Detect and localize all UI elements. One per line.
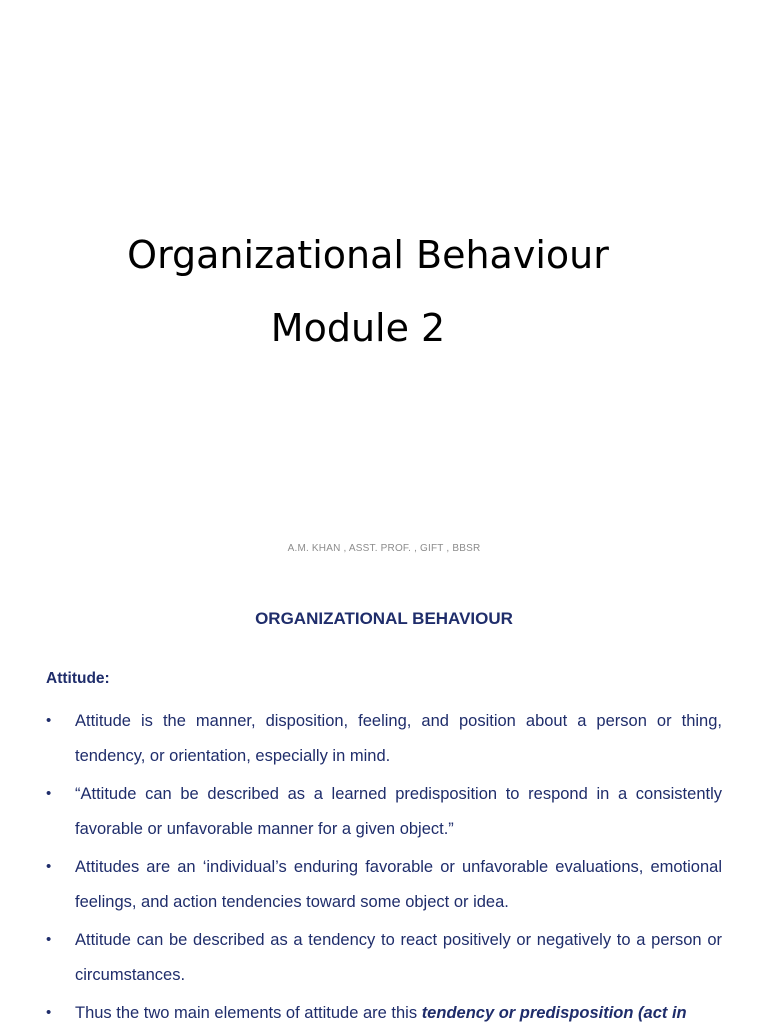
slide-title-line-2: Module 2: [270, 306, 446, 350]
slide-title-line-1: Organizational Behaviour: [127, 233, 609, 277]
bullet-item-4: [46, 923, 722, 992]
bullet-dot-icon: •: [46, 931, 52, 948]
section-heading: ORGANIZATIONAL BEHAVIOUR: [255, 609, 513, 628]
author-credit: A.M. KHAN , ASST. PROF. , GIFT , BBSR: [287, 543, 481, 554]
bullet-dot-icon: •: [46, 1004, 52, 1021]
bullet-text: Attitude can be described as a tendency to react positively or negatively to a person or circumstances.: [75, 931, 722, 984]
bullet-list: [46, 704, 722, 1035]
bullet-emphasis: tendency or predisposition (act in: [421, 1004, 687, 1022]
bullet-dot-icon: •: [46, 712, 52, 729]
bullet-item-1: [46, 704, 722, 773]
bullet-text: Thus the two main elements of attitude are this: [75, 1004, 422, 1022]
bullet-text: Attitudes are an ‘individual’s enduring favorable or unfavorable evaluations, emotional feelings, and action tendencies toward some object or idea.: [75, 858, 722, 911]
bullet-item-5: [46, 996, 722, 1031]
bullet-text: Attitude is the manner, disposition, feeling, and position about a person or thing, tendency, or orientation, especially in mind.: [75, 712, 722, 765]
bullet-text: “Attitude can be described as a learned predisposition to respond in a consistently favorable or unfavorable manner for a given object.”: [75, 785, 722, 838]
bullet-item-3: [46, 850, 722, 919]
topic-label: Attitude:: [46, 670, 110, 687]
bullet-dot-icon: •: [46, 785, 52, 802]
bullet-item-2: [46, 777, 722, 846]
bullet-dot-icon: •: [46, 858, 52, 875]
